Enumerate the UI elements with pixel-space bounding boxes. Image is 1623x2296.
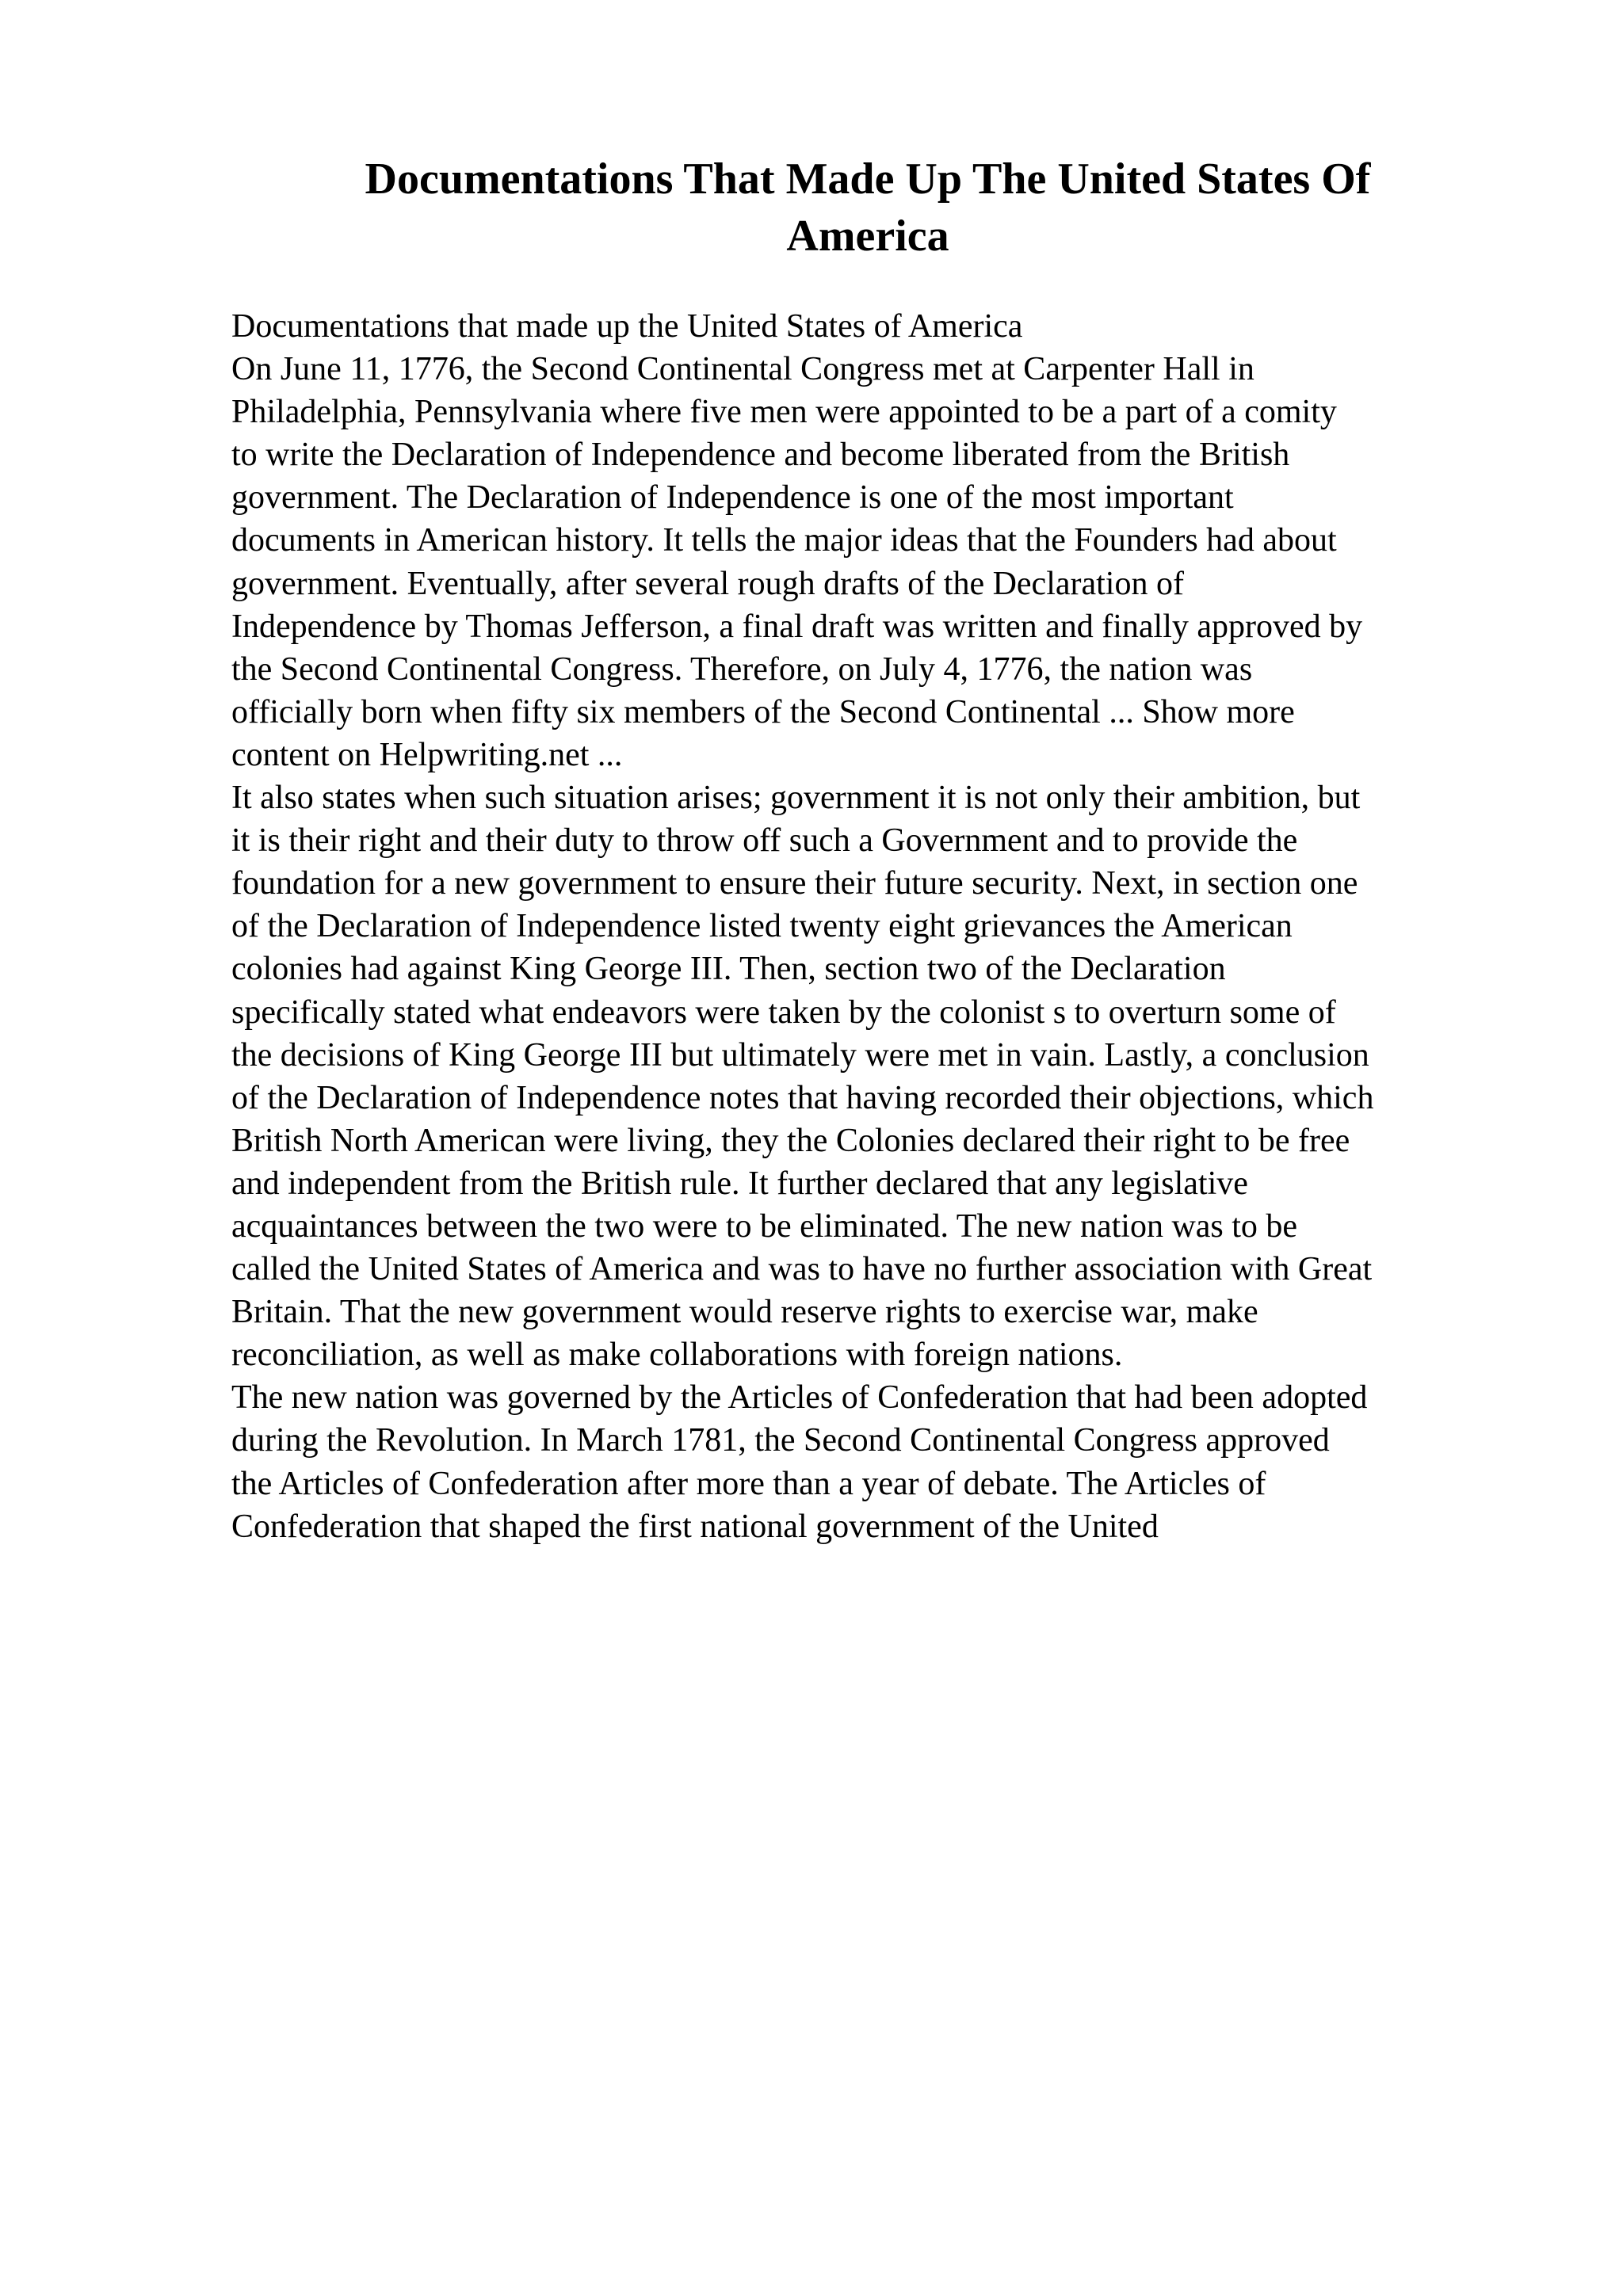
- body-line: foundation for a new government to ensure their future security. Next, in section one: [231, 865, 1358, 902]
- body-line: specifically stated what endeavors were taken by the colonist s to overturn some of: [231, 994, 1336, 1031]
- document-body: [231, 305, 1515, 1548]
- body-line: of the Declaration of Independence notes that having recorded their objections, which: [231, 1079, 1374, 1116]
- document-title: Documentations That Made Up The United States Of America: [365, 154, 1371, 261]
- body-line: the decisions of King George III but ultimately were met in vain. Lastly, a conclusion: [231, 1036, 1369, 1074]
- body-line: Britain. That the new government would reserve rights to exercise war, make: [231, 1294, 1258, 1331]
- body-line: Philadelphia, Pennsylvania where five men were appointed to be a part of a comity: [231, 394, 1337, 431]
- body-line: and independent from the British rule. It further declared that any legislative: [231, 1165, 1248, 1202]
- body-line: during the Revolution. In March 1781, the Second Continental Congress approved: [231, 1422, 1330, 1459]
- body-line: Documentations that made up the United States of America: [231, 308, 1023, 345]
- body-line: the Articles of Confederation after more than a year of debate. The Articles of: [231, 1465, 1266, 1502]
- body-line: government. Eventually, after several rough drafts of the Declaration of: [231, 565, 1184, 602]
- body-line: acquaintances between the two were to be eliminated. The new nation was to be: [231, 1207, 1298, 1245]
- body-line: reconciliation, as well as make collaborations with foreign nations.: [231, 1337, 1123, 1374]
- body-line: documents in American history. It tells the major ideas that the Founders had about: [231, 522, 1337, 559]
- body-line: officially born when fifty six members of the Second Continental ... Show more: [231, 693, 1295, 730]
- body-line: The new nation was governed by the Articles of Confederation that had been adopted: [231, 1379, 1368, 1417]
- body-line: of the Declaration of Independence listed twenty eight grievances the American: [231, 908, 1293, 945]
- body-line: It also states when such situation arises; government it is not only their ambition, but: [231, 780, 1361, 817]
- body-line: government. The Declaration of Independence is one of the most important: [231, 479, 1234, 517]
- body-line: On June 11, 1776, the Second Continental Congress met at Carpenter Hall in: [231, 351, 1254, 388]
- body-line: the Second Continental Congress. Therefore, on July 4, 1776, the nation was: [231, 650, 1253, 688]
- body-line: content on Helpwriting.net ...: [231, 736, 623, 773]
- body-line: it is their right and their duty to throw off such a Government and to provide the: [231, 822, 1298, 860]
- body-line: Independence by Thomas Jefferson, a final draft was written and finally approved by: [231, 608, 1363, 645]
- body-line: British North American were living, they the Colonies declared their right to be free: [231, 1122, 1350, 1159]
- body-line: colonies had against King George III. Then, section two of the Declaration: [231, 951, 1226, 988]
- body-line: to write the Declaration of Independence and become liberated from the British: [231, 437, 1290, 474]
- body-line: called the United States of America and was to have no further association with Great: [231, 1251, 1373, 1288]
- body-line: Confederation that shaped the first national government of the United: [231, 1508, 1159, 1545]
